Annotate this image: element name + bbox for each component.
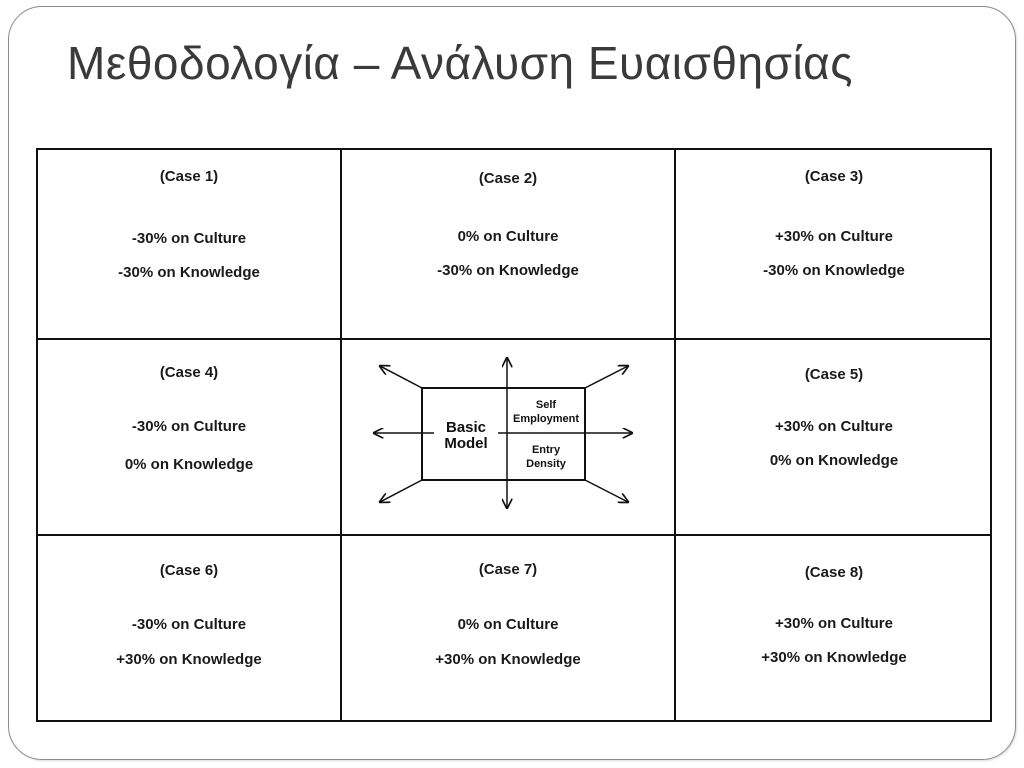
case-cell-8 — [676, 536, 992, 722]
case-label: (Case 4) — [159, 364, 219, 381]
culture-change: -30% on Culture — [131, 418, 247, 435]
slide-title: Μεθοδολογία – Ανάλυση Ευαισθησίας — [67, 37, 853, 89]
case-cell-6 — [38, 536, 342, 722]
knowledge-change: +30% on Knowledge — [761, 649, 907, 666]
entry-label-line1: Entry — [531, 444, 561, 456]
diagonal-arrow-bottom-left — [380, 480, 422, 502]
case-cell-3 — [676, 150, 992, 340]
knowledge-change: -30% on Knowledge — [763, 262, 905, 279]
case-label: (Case 3) — [804, 168, 864, 185]
case-cell-5 — [676, 340, 992, 536]
case-label: (Case 2) — [478, 170, 538, 187]
knowledge-change: 0% on Knowledge — [124, 456, 254, 473]
sensitivity-grid — [36, 148, 992, 722]
entry-label-line2: Density — [526, 458, 566, 470]
entry-density-label — [509, 443, 583, 471]
case-cell-1 — [38, 150, 342, 340]
culture-change: 0% on Culture — [457, 616, 559, 633]
center-diagram-cell — [342, 340, 676, 536]
case-label: (Case 6) — [159, 562, 219, 579]
knowledge-change: +30% on Knowledge — [116, 651, 262, 668]
self-label-line1: Self — [535, 399, 557, 411]
knowledge-change: 0% on Knowledge — [769, 452, 899, 469]
culture-change: -30% on Culture — [131, 616, 247, 633]
case-cell-4 — [38, 340, 342, 536]
knowledge-change: -30% on Knowledge — [437, 262, 579, 279]
knowledge-change: +30% on Knowledge — [435, 651, 581, 668]
case-label: (Case 8) — [804, 564, 864, 581]
case-cell-7 — [342, 536, 676, 722]
culture-change: +30% on Culture — [775, 615, 893, 632]
self-employment-label — [509, 398, 583, 426]
case-cell-2 — [342, 150, 676, 340]
basic-label-line1: Basic — [445, 419, 487, 436]
culture-change: +30% on Culture — [775, 418, 893, 435]
case-label: (Case 5) — [804, 366, 864, 383]
basic-label-line2: Model — [444, 435, 488, 452]
case-label: (Case 7) — [478, 561, 538, 578]
culture-change: +30% on Culture — [775, 228, 893, 245]
diagonal-arrow-bottom-right — [585, 480, 628, 502]
basic-model-diagram — [342, 340, 674, 534]
diagonal-arrow-top-right — [585, 366, 628, 388]
culture-change: 0% on Culture — [457, 228, 559, 245]
diagonal-arrow-top-left — [380, 366, 422, 388]
self-label-line2: Employment — [512, 413, 579, 425]
basic-model-label — [434, 420, 498, 452]
culture-change: -30% on Culture — [131, 230, 247, 247]
knowledge-change: -30% on Knowledge — [118, 264, 260, 281]
case-label: (Case 1) — [159, 168, 219, 185]
